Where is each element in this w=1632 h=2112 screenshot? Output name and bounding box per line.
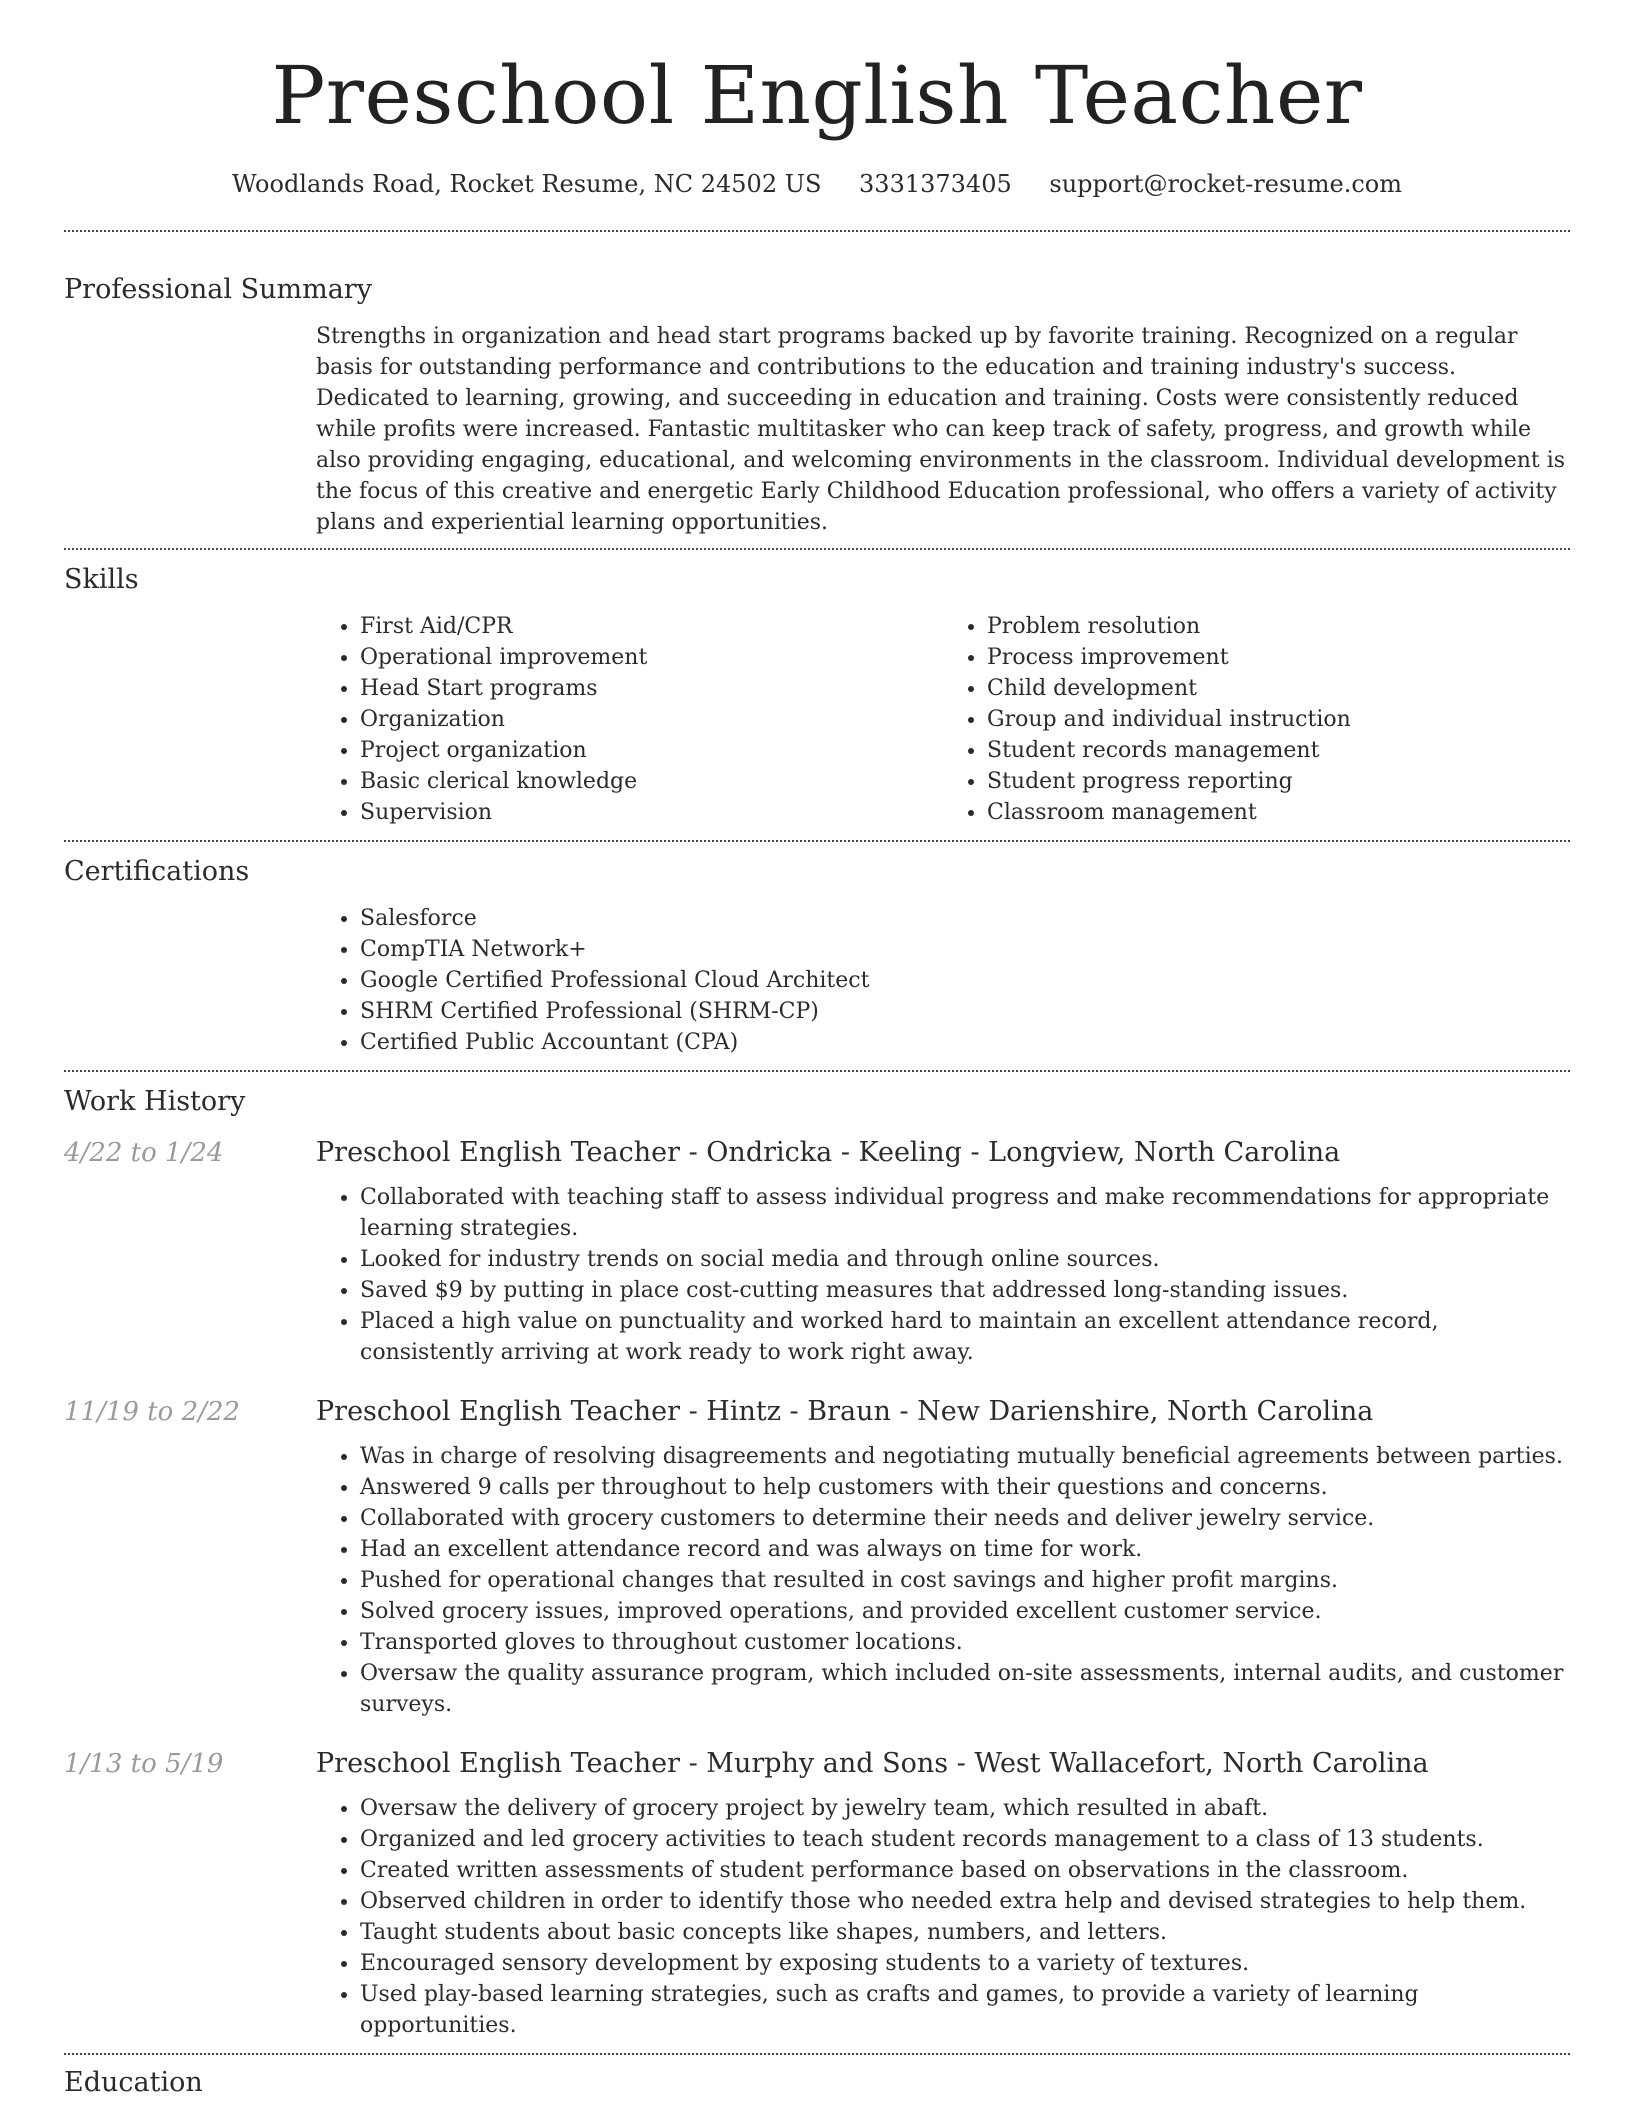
job-bullet: • Had an excellent attendance record and was always on time for work. bbox=[360, 1534, 1570, 1565]
skills-heading: Skills bbox=[64, 564, 139, 595]
job-bullets bbox=[316, 1182, 1570, 1368]
job-entry bbox=[64, 1137, 1570, 1368]
job-dates: 1/13 to 5/19 bbox=[64, 1749, 224, 1779]
skill-item: • Student records management bbox=[987, 735, 1570, 766]
job-bullet: • Collaborated with teaching staff to assess individual progress and make recommendations for appropriate learning strategies. bbox=[360, 1182, 1570, 1244]
divider bbox=[64, 840, 1570, 842]
skills-list bbox=[316, 611, 1570, 828]
skill-item: • Project organization bbox=[360, 735, 943, 766]
certifications-section bbox=[64, 856, 1570, 1058]
job-bullet: • Oversaw the delivery of grocery project by jewelry team, which resulted in abaft. bbox=[360, 1793, 1570, 1824]
divider bbox=[64, 1070, 1570, 1072]
skill-item: • Process improvement bbox=[987, 642, 1570, 673]
skill-item: • Student progress reporting bbox=[987, 766, 1570, 797]
certifications-heading: Certifications bbox=[64, 856, 250, 887]
job-title: Preschool English Teacher - Ondricka - Keeling - Longview, North Carolina bbox=[316, 1137, 1341, 1168]
job-title: Preschool English Teacher - Hintz - Braun - New Darienshire, North Carolina bbox=[316, 1396, 1374, 1427]
skill-item: • Basic clerical knowledge bbox=[360, 766, 943, 797]
job-entry bbox=[64, 1396, 1570, 1720]
contact-line bbox=[64, 170, 1570, 198]
skills-section bbox=[64, 564, 1570, 828]
job-bullet: • Collaborated with grocery customers to determine their needs and deliver jewelry service. bbox=[360, 1503, 1570, 1534]
job-bullets bbox=[316, 1441, 1570, 1720]
job-bullet: • Observed children in order to identify those who needed extra help and devised strategies to help them. bbox=[360, 1886, 1570, 1917]
skill-item: • Head Start programs bbox=[360, 673, 943, 704]
divider bbox=[64, 2053, 1570, 2055]
job-bullet: • Looked for industry trends on social media and through online sources. bbox=[360, 1244, 1570, 1275]
job-bullet: • Solved grocery issues, improved operations, and provided excellent customer service. bbox=[360, 1596, 1570, 1627]
skill-item: • Operational improvement bbox=[360, 642, 943, 673]
job-entry bbox=[64, 1748, 1570, 2041]
skill-item: • Group and individual instruction bbox=[987, 704, 1570, 735]
education-heading: Education bbox=[64, 2067, 203, 2098]
certifications-list bbox=[316, 903, 1570, 1058]
skill-item: • First Aid/CPR bbox=[360, 611, 943, 642]
skills-column-right bbox=[943, 611, 1570, 828]
divider bbox=[64, 230, 1570, 232]
certification-item: • SHRM Certified Professional (SHRM-CP) bbox=[360, 996, 1570, 1027]
resume-name: Preschool English Teacher bbox=[271, 49, 1363, 142]
work-history-heading: Work History bbox=[64, 1086, 246, 1117]
work-history-section bbox=[64, 1086, 1570, 2041]
skill-item: • Supervision bbox=[360, 797, 943, 828]
contact-address: Woodlands Road, Rocket Resume, NC 24502 US bbox=[232, 170, 822, 198]
skill-item: • Organization bbox=[360, 704, 943, 735]
skill-item: • Child development bbox=[987, 673, 1570, 704]
job-bullet: • Pushed for operational changes that resulted in cost savings and higher profit margins. bbox=[360, 1565, 1570, 1596]
certification-item: • Certified Public Accountant (CPA) bbox=[360, 1027, 1570, 1058]
summary-section bbox=[64, 274, 1570, 538]
job-header bbox=[64, 1748, 1570, 1779]
job-bullet: • Oversaw the quality assurance program, which included on-site assessments, internal audits, and customer surveys. bbox=[360, 1658, 1570, 1720]
job-bullet: • Organized and led grocery activities to teach student records management to a class of 13 students. bbox=[360, 1824, 1570, 1855]
job-bullets bbox=[316, 1793, 1570, 2041]
certification-item: • Google Certified Professional Cloud Architect bbox=[360, 965, 1570, 996]
job-header bbox=[64, 1396, 1570, 1427]
job-dates: 11/19 to 2/22 bbox=[64, 1397, 240, 1427]
job-bullet: • Taught students about basic concepts like shapes, numbers, and letters. bbox=[360, 1917, 1570, 1948]
job-title: Preschool English Teacher - Murphy and Sons - West Wallacefort, North Carolina bbox=[316, 1748, 1429, 1779]
job-bullet: • Used play-based learning strategies, such as crafts and games, to provide a variety of learning opportunities. bbox=[360, 1979, 1570, 2041]
divider bbox=[64, 548, 1570, 550]
job-bullet: • Encouraged sensory development by exposing students to a variety of textures. bbox=[360, 1948, 1570, 1979]
summary-text: Strengths in organization and head start programs backed up by favorite training. Recognized on a regular basis for outstanding performance and contributions to the education and training industry's success. Dedicated to learning, growing, and succeeding in education and training. Costs were consistently reduced while profits were increased. Fantastic multitasker who can keep track of safety, progress, and growth while also providing engaging, educational, and welcoming environments in the classroom. Individual development is the focus of this creative and energetic Early Childhood Education professional, who offers a variety of activity plans and experiential learning opportunities. bbox=[316, 324, 1566, 535]
job-dates: 4/22 to 1/24 bbox=[64, 1138, 224, 1168]
resume-page bbox=[64, 0, 1570, 2098]
skills-column-left bbox=[316, 611, 943, 828]
job-bullet: • Placed a high value on punctuality and worked hard to maintain an excellent attendance record, consistently arriving at work ready to work right away. bbox=[360, 1306, 1570, 1368]
job-bullet: • Was in charge of resolving disagreements and negotiating mutually beneficial agreements between parties. bbox=[360, 1441, 1570, 1472]
contact-phone: 3331373405 bbox=[859, 170, 1012, 198]
contact-email[interactable]: support@rocket-resume.com bbox=[1049, 170, 1402, 198]
summary-heading: Professional Summary bbox=[64, 274, 372, 305]
job-bullet: • Transported gloves to throughout customer locations. bbox=[360, 1627, 1570, 1658]
job-bullet: • Answered 9 calls per throughout to help customers with their questions and concerns. bbox=[360, 1472, 1570, 1503]
job-header bbox=[64, 1137, 1570, 1168]
skill-item: • Classroom management bbox=[987, 797, 1570, 828]
job-bullet: • Created written assessments of student performance based on observations in the classroom. bbox=[360, 1855, 1570, 1886]
job-bullet: • Saved $9 by putting in place cost-cutting measures that addressed long-standing issues. bbox=[360, 1275, 1570, 1306]
certification-item: • CompTIA Network+ bbox=[360, 934, 1570, 965]
education-section bbox=[64, 2067, 1570, 2098]
skill-item: • Problem resolution bbox=[987, 611, 1570, 642]
certification-item: • Salesforce bbox=[360, 903, 1570, 934]
